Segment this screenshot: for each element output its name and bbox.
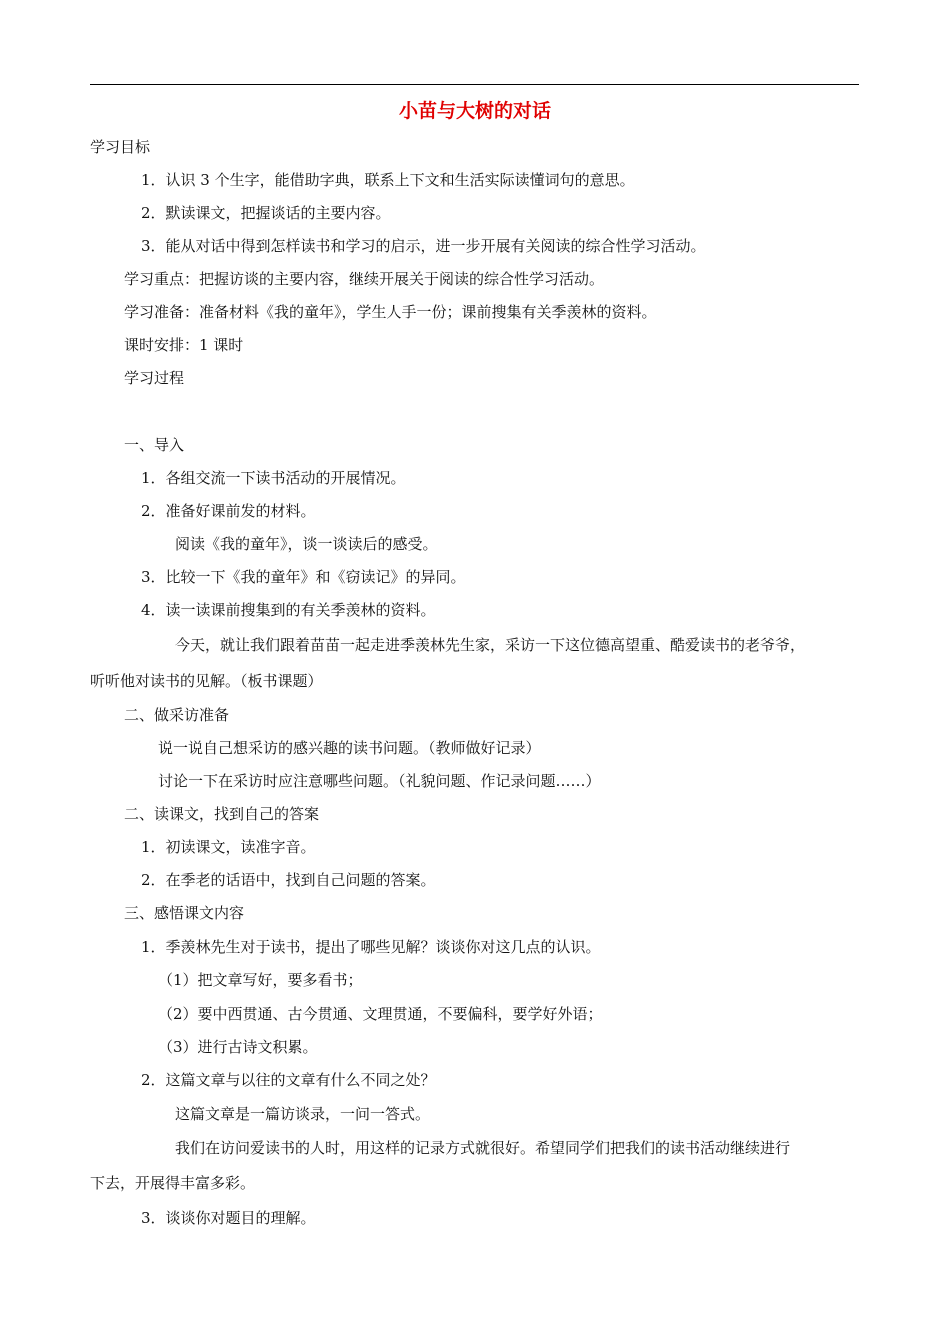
paragraph: 今天，就让我们跟着苗苗一起走进季羡林先生家，采访一下这位德高望重、酷爱读书的老爷爷， — [175, 636, 806, 654]
paragraph: 讨论一下在采访时应注意哪些问题。（礼貌问题、作记录问题……） — [158, 772, 601, 790]
paragraph: 阅读《我的童年》，谈一谈读后的感受。 — [175, 535, 438, 553]
list-item: 2．这篇文章与以往的文章有什么不同之处？ — [141, 1071, 436, 1089]
list-item: 2．在季老的话语中，找到自己问题的答案。 — [141, 871, 436, 889]
paragraph: 说一说自己想采访的感兴趣的读书问题。（教师做好记录） — [158, 739, 541, 757]
sub-list-item: （1）把文章写好，要多看书； — [158, 971, 363, 989]
list-item: 3．谈谈你对题目的理解。 — [141, 1209, 316, 1227]
section-heading-objectives: 学习目标 — [90, 138, 151, 156]
header-rule — [90, 84, 859, 85]
list-item: 3．比较一下《我的童年》和《窃读记》的异同。 — [141, 568, 466, 586]
objective-item: 2．默读课文，把握谈话的主要内容。 — [141, 204, 391, 222]
key-points: 学习重点：把握访谈的主要内容，继续开展关于阅读的综合性学习活动。 — [124, 270, 605, 288]
section-heading: 三、感悟课文内容 — [124, 904, 245, 922]
section-heading-process: 学习过程 — [124, 369, 185, 387]
section-heading: 二、做采访准备 — [124, 706, 230, 724]
document-title: 小苗与大树的对话 — [398, 100, 551, 122]
schedule: 课时安排：1 课时 — [124, 336, 244, 354]
paragraph-continuation: 下去，开展得丰富多彩。 — [90, 1174, 256, 1192]
list-item: 4．读一读课前搜集到的有关季羡林的资料。 — [141, 601, 436, 619]
paragraph: 我们在访问爱读书的人时，用这样的记录方式就很好。希望同学们把我们的读书活动继续进行 — [175, 1139, 791, 1157]
paragraph: 这篇文章是一篇访谈录，一问一答式。 — [175, 1105, 431, 1123]
section-heading: 一、导入 — [124, 436, 185, 454]
paragraph-continuation: 听听他对读书的见解。（板书课题） — [90, 672, 323, 690]
sub-list-item: （2）要中西贯通、古今贯通、文理贯通，不要偏科，要学好外语； — [158, 1005, 603, 1023]
section-heading: 二、读课文，找到自己的答案 — [124, 805, 320, 823]
preparation: 学习准备：准备材料《我的童年》，学生人手一份；课前搜集有关季羡林的资料。 — [124, 303, 657, 321]
objective-item: 1．认识 3 个生字，能借助字典，联系上下文和生活实际读懂词句的意思。 — [141, 171, 635, 189]
list-item: 2．准备好课前发的材料。 — [141, 502, 316, 520]
objective-item: 3．能从对话中得到怎样读书和学习的启示，进一步开展有关阅读的综合性学习活动。 — [141, 237, 706, 255]
sub-list-item: （3）进行古诗文积累。 — [158, 1038, 318, 1056]
list-item: 1．各组交流一下读书活动的开展情况。 — [141, 469, 406, 487]
list-item: 1．初读课文，读准字音。 — [141, 838, 316, 856]
list-item: 1．季羡林先生对于读书，提出了哪些见解？谈谈你对这几点的认识。 — [141, 938, 601, 956]
